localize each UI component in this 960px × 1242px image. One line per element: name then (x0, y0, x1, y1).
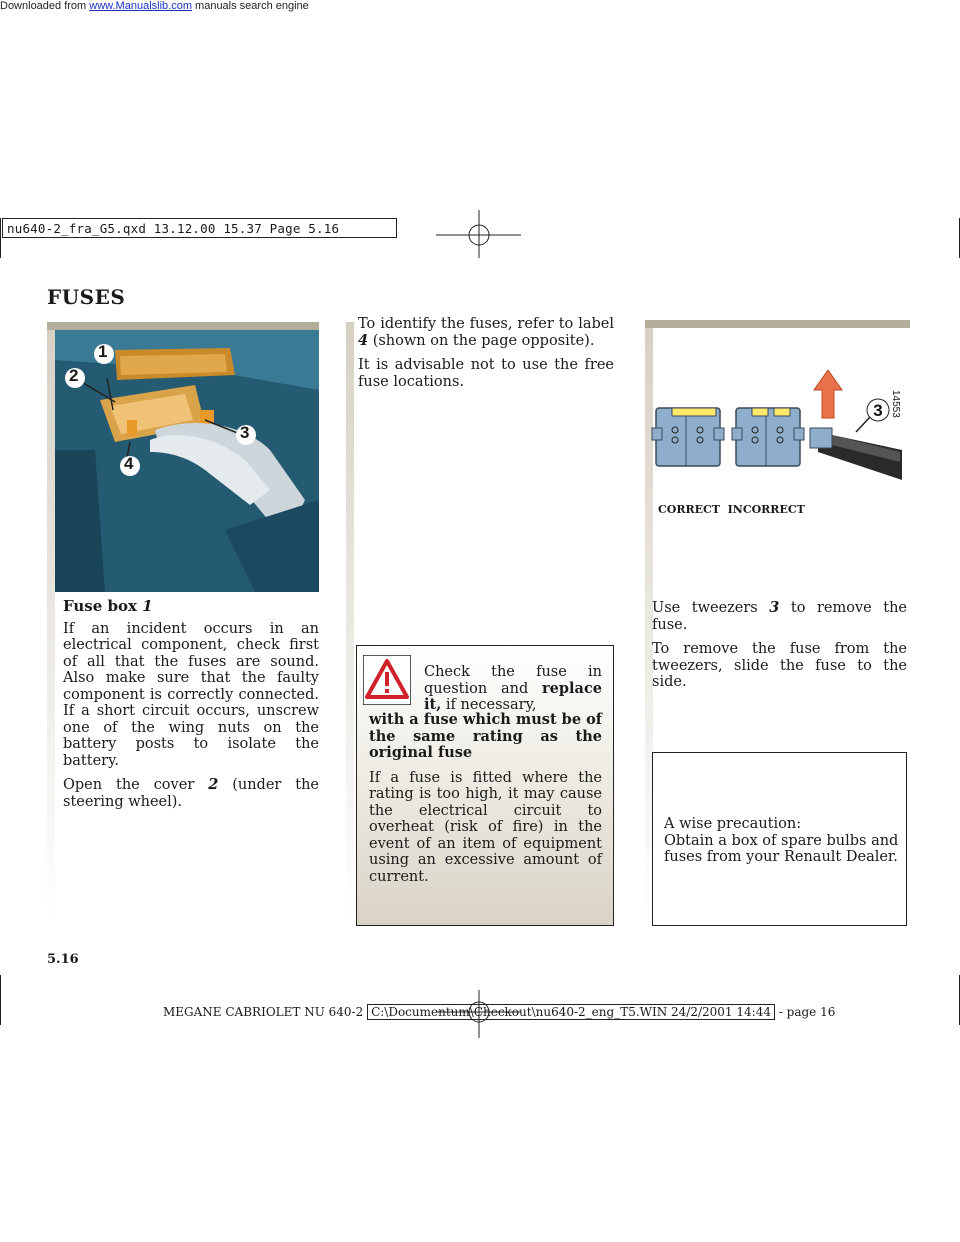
downloaded-prefix: Downloaded from (0, 0, 90, 12)
fuse-box-photo (55, 330, 319, 592)
callout-2: 2 (69, 366, 79, 385)
tip-line-2: Obtain a box of spare bulbs and fuses from your Renault Dealer. (664, 832, 899, 865)
column-fade (346, 322, 354, 920)
footer-page: - page 16 (778, 1005, 836, 1019)
use-tweezers-paragraph: Use tweezers 3 to remove the fuse. (652, 599, 907, 633)
section-title: FUSES (47, 285, 126, 309)
identify-paragraph: To identify the fuses, refer to label 4 (shown on the page opposite). (358, 316, 614, 349)
diagram-labels (658, 503, 805, 516)
label-correct: CORRECT (658, 503, 720, 516)
identify-text (358, 316, 614, 398)
label-incorrect: INCORRECT (727, 503, 805, 516)
registration-mark-icon (436, 210, 526, 260)
footer-path: C:\Documentum\Checkout\nu640-2_eng_T5.WIN 24/2/2001 14:44 (367, 1004, 775, 1020)
remove-fuse-paragraph: To remove the fuse from the tweezers, slide the fuse to the side. (652, 641, 907, 690)
free-locations-paragraph: It is advisable not to use the free fuse locations. (358, 357, 614, 390)
footer-line (163, 1005, 835, 1019)
callout-4: 4 (124, 454, 134, 473)
open-cover-paragraph: Open the cover 2 (under the steering wheel). (63, 776, 320, 810)
crop-mark (0, 975, 1, 1025)
fuse-box-illustration (55, 330, 319, 592)
callout-3-diagram: 3 (873, 401, 883, 420)
tip-text (664, 816, 900, 866)
source-line (0, 0, 309, 12)
incorrect-fuse-icon (732, 408, 804, 466)
column-fade (47, 330, 55, 920)
manualslib-link[interactable]: www.Manualslib.com (89, 0, 192, 12)
column-rule (645, 320, 910, 328)
up-arrow-icon (814, 370, 842, 418)
page-number: 5.16 (47, 952, 79, 967)
correct-fuse-icon (652, 408, 724, 466)
fuse-diagram (650, 370, 910, 490)
callout-1: 1 (98, 342, 108, 361)
callout-3: 3 (240, 423, 250, 442)
crop-mark (0, 218, 1, 258)
fuse-box-text (63, 598, 319, 818)
warning-text-top: Check the fuse in question and replace it, if necessary, (424, 664, 602, 713)
warning-text (369, 664, 602, 893)
fuse-box-heading: Fuse box 1 (63, 597, 153, 615)
downloaded-suffix: manuals search engine (191, 0, 309, 12)
same-rating-text: with a fuse which must be of the same rating as the original fuse (369, 711, 603, 761)
incident-paragraph: If an incident occurs in an electrical component, check first of all that the fuses are sound. Also make sure that the faulty component is correctly connected. If a short circuit occurs, unscrew one of the wing nuts on the battery posts to isolate the battery. (63, 620, 319, 769)
column-rule (47, 322, 319, 330)
print-slug: nu640-2_fra_G5.qxd 13.12.00 15.37 Page 5.16 (2, 218, 397, 238)
diagram-ref-number: 14553 (890, 390, 901, 418)
tweezers-text (652, 600, 907, 699)
tip-line-1: A wise precaution: (664, 816, 802, 832)
overheat-paragraph: If a fuse is fitted where the rating is too high, it may cause the electrical circuit to overheat (risk of fire) in the event of an item of equipment using an excessive amount of current. (369, 769, 602, 885)
tweezers-icon (810, 428, 902, 480)
footer-doc-name: MEGANE CABRIOLET NU 640-2 (163, 1005, 364, 1019)
